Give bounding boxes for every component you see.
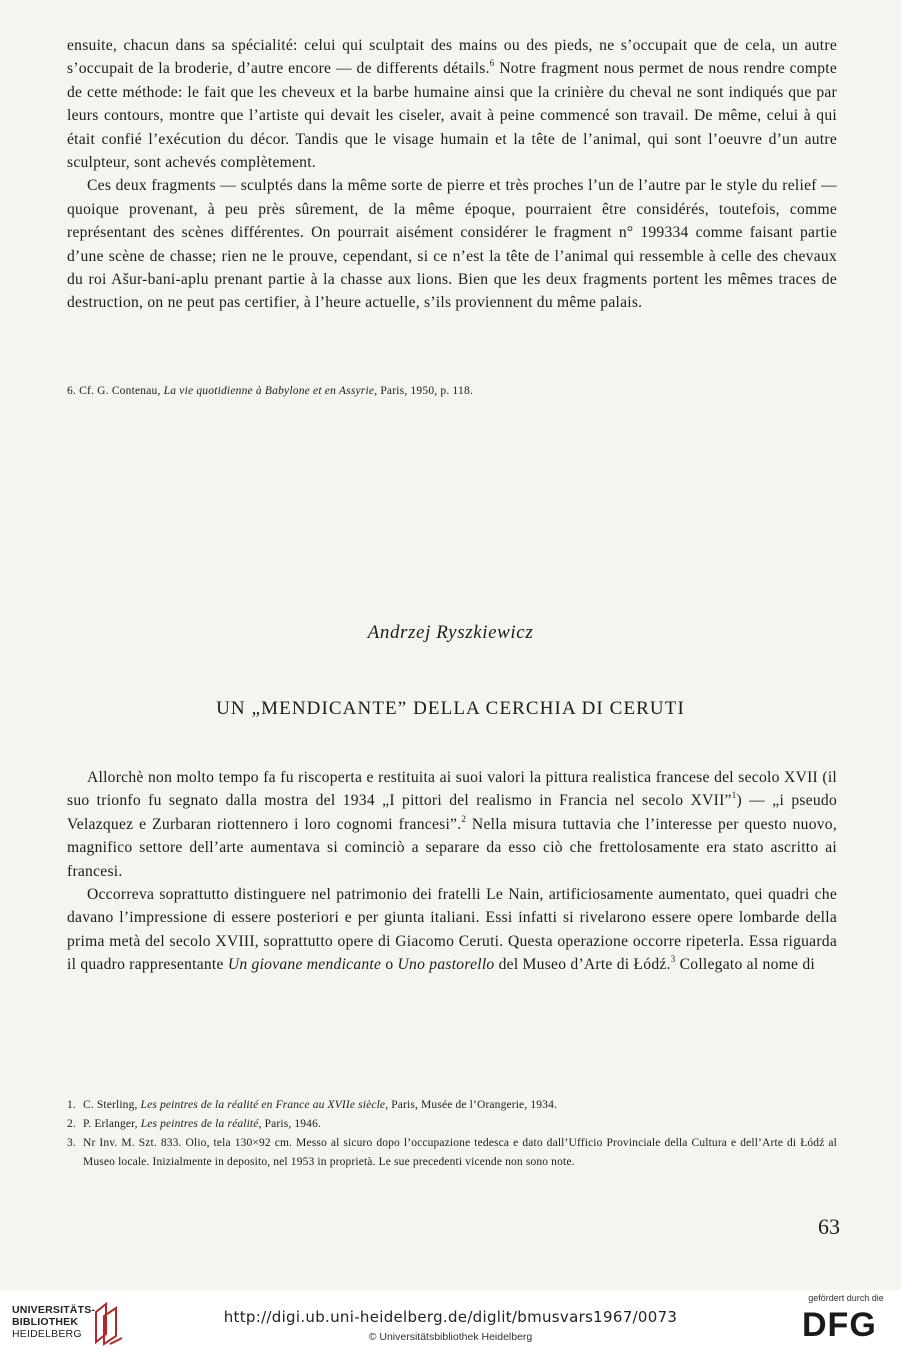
article1-paragraph-1: ensuite, chacun dans sa spécialité: celui qui sculptait des mains ou des pieds, ne s’occupait que de cela, un autre s’occupait de la broderie, d’autre encore — de differents détails.$^6$ Notre fragment nous permet de nous rendre compte de cette méthode: le fait que les cheveux et la barbe humaine ainsi que la crinière du cheval ne sont indiqués que par leurs contours, montre que l’artiste qui devait les ciseler, avait à peine commencé son travail. De même, celui à qui était confié l’exécution du décor. Tandis que le visage humain et la tête de l’animal, qui sont l’oeuvre d’un autre sculpteur, sont achevés complètement. (67, 37, 837, 172)
article-author: Andrzej Ryszkiewicz (367, 622, 534, 643)
permalink-url[interactable]: http://digi.ub.uni-heidelberg.de/diglit/bmusvars1967/0073 (223, 1308, 678, 1326)
footnote-3: 3. Nr Inv. M. Szt. 833. Olio, tela 130×92 cm. Messo al sicuro dopo l’occupazione tedesca e dato dall’Ufficio Provinciale della Cultura e dell’Arte di Łódź al Museo locale. Inizialmente in deposito, nel 1953 in proprietà. Le sue precedenti vicende non sono note. (67, 1137, 837, 1168)
footnote-ref-2[interactable]: 2 (461, 813, 467, 824)
article2-footnotes (67, 1096, 837, 1172)
article1-text (67, 34, 837, 315)
article1-footnote-6: 6. Cf. G. Contenau, La vie quotidienne à Babylone et en Assyrie, Paris, 1950, p. 118. (67, 385, 474, 397)
footnote-ref-3[interactable]: 3 (670, 954, 676, 965)
page-number: 63 (818, 1214, 840, 1239)
footnote-ref-1[interactable]: 1 (731, 790, 737, 801)
copyright-notice: © Universitätsbibliothek Heidelberg (368, 1331, 533, 1343)
article1-paragraph-2: Ces deux fragments — sculptés dans la même sorte de pierre et très proches l’un de l’autre par le style du relief — quoique provenant, à peu près sûrement, de la même époque, pourraient être considérés, toutefois, comme représentant des scènes différentes. On pourrait aisément considérer le fragment n° 199334 comme faisant partie d’une scène de chasse; rien ne le prouve, cependant, si ce n’est la tête de l’animal qui ressemble à celle des chevaux du roi Ašur-bani-aplu prenant partie à la chasse aux lions. Bien que les deux fragments portent les mêmes traces de destruction, on ne peut pas certifier, à l’heure actuelle, s’ils proviennent du même palais. (67, 177, 837, 312)
dfg-logo[interactable]: DFG (802, 1306, 877, 1344)
article-title: UN „MENDICANTE” DELLA CERCHIA DI CERUTI (216, 698, 685, 719)
article2-text (67, 766, 837, 977)
footnote-2: 2. P. Erlanger, Les peintres de la réalité, Paris, 1946. (67, 1118, 322, 1130)
viewer-footer (0, 1290, 901, 1353)
funding-caption: gefördert durch die (808, 1293, 884, 1303)
footnote-ref-6[interactable]: 6 (489, 58, 495, 69)
library-name[interactable]: UNIVERSITÄTS- BIBLIOTHEK HEIDELBERG (12, 1304, 96, 1340)
footnote-1: 1. C. Sterling, Les peintres de la réalité en France au XVIIe siècle, Paris, Musée de l’Orangerie, 1934. (67, 1099, 557, 1111)
article2-paragraph-1: Allorchè non molto tempo fa fu riscoperta e restituita ai suoi valori la pittura realistica francese del secolo XVII (il suo trionfo fu segnato dalla mostra del 1934 „I pittori del realismo in Francia nel secolo XVII”$^1$) — „i pseudo Velazquez e Zurbaran riottennero i loro cognomi francesi”.$^2$ Nella misura tuttavia che l’interesse per questo nuovo, magnifico settore dell’arte aumentava si cominciò a separare da esso ciò che frettolosamente era stato ascritto ai francesi. (67, 769, 837, 880)
article2-paragraph-2: Occorreva soprattutto distinguere nel patrimonio dei fratelli Le Nain, artificiosamente aumentato, quei quadri che davano l’impressione di essere posteriori e per giunta italiani. Essi infatti si rivelarono essere opere lombarde della prima metà del secolo XVIII, soprattutto opere di Giacomo Ceruti. Questa operazione occorre ripeterla. Essa riguarda il quadro rappresentante Un giovane mendicante o Uno pastorello del Museo d’Arte di Łódź.$^3$ Collegato al nome di (67, 886, 837, 974)
